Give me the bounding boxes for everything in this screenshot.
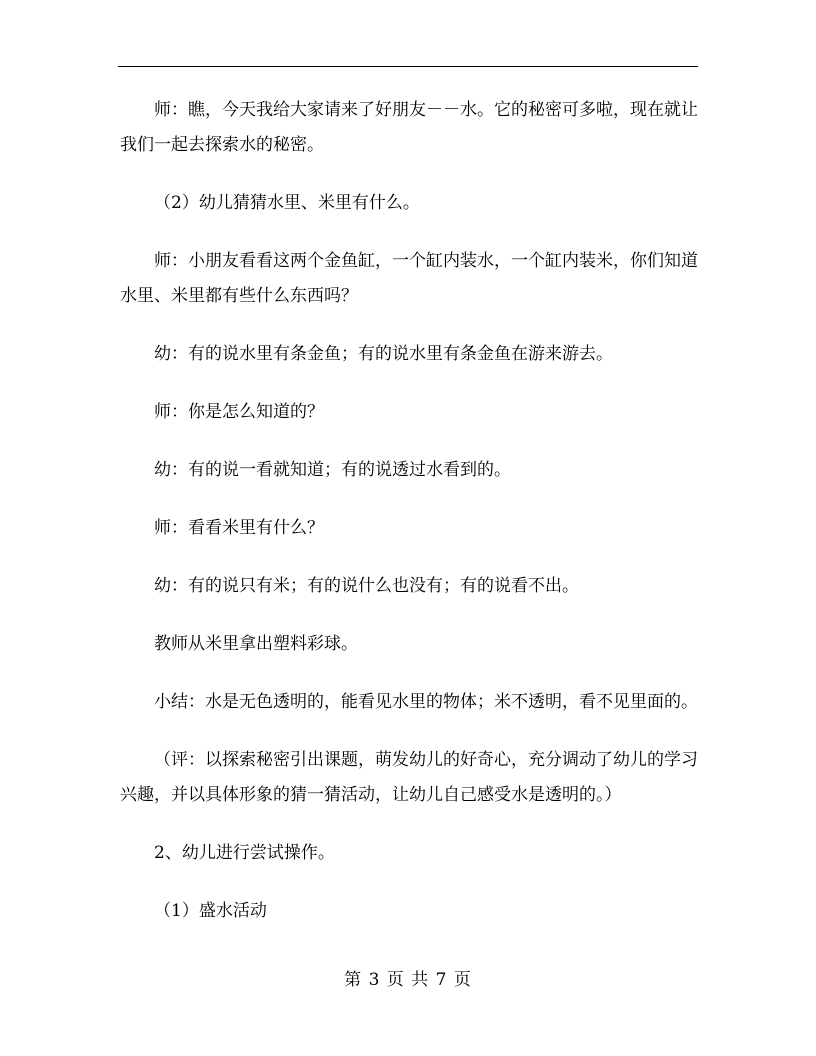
paragraph-comment: （评：以探索秘密引出课题，萌发幼儿的好奇心，充分调动了幼儿的学习兴趣，并以具体形象的猜一猜活动，让幼儿自己感受水是透明的。） bbox=[120, 750, 698, 805]
paragraph-teacher-how: 师：你是怎么知道的？ bbox=[154, 402, 324, 422]
paragraph-child-answer-1: 幼：有的说水里有条金鱼；有的说水里有条金鱼在游来游去。 bbox=[154, 344, 613, 364]
paragraph-teacher-ball: 教师从米里拿出塑料彩球。 bbox=[154, 634, 358, 654]
paragraph-step-2: 2、幼儿进行尝试操作。 bbox=[154, 843, 335, 863]
paragraph-summary: 小结：水是无色透明的，能看见水里的物体；米不透明，看不见里面的。 bbox=[154, 692, 698, 712]
paragraph-teacher-rice: 师：看看米里有什么？ bbox=[154, 518, 324, 538]
page-number-footer: 第 3 页 共 7 页 bbox=[344, 970, 472, 990]
header-rule bbox=[118, 66, 698, 67]
paragraph-teacher-intro: 师：瞧，今天我给大家请来了好朋友－－水。它的秘密可多啦，现在就让我们一起去探索水的秘密。 bbox=[120, 100, 698, 155]
paragraph-child-answer-2: 幼：有的说一看就知道；有的说透过水看到的。 bbox=[154, 460, 511, 480]
document-body bbox=[120, 93, 700, 929]
paragraph-guess-heading: （2）幼儿猜猜水里、米里有什么。 bbox=[154, 193, 420, 213]
paragraph-child-answer-3: 幼：有的说只有米；有的说什么也没有；有的说看不出。 bbox=[154, 576, 579, 596]
paragraph-teacher-question: 师：小朋友看看这两个金鱼缸，一个缸内装水，一个缸内装米，你们知道水里、米里都有些什么东西吗？ bbox=[120, 251, 698, 306]
paragraph-water-activity: （1）盛水活动 bbox=[154, 901, 267, 921]
